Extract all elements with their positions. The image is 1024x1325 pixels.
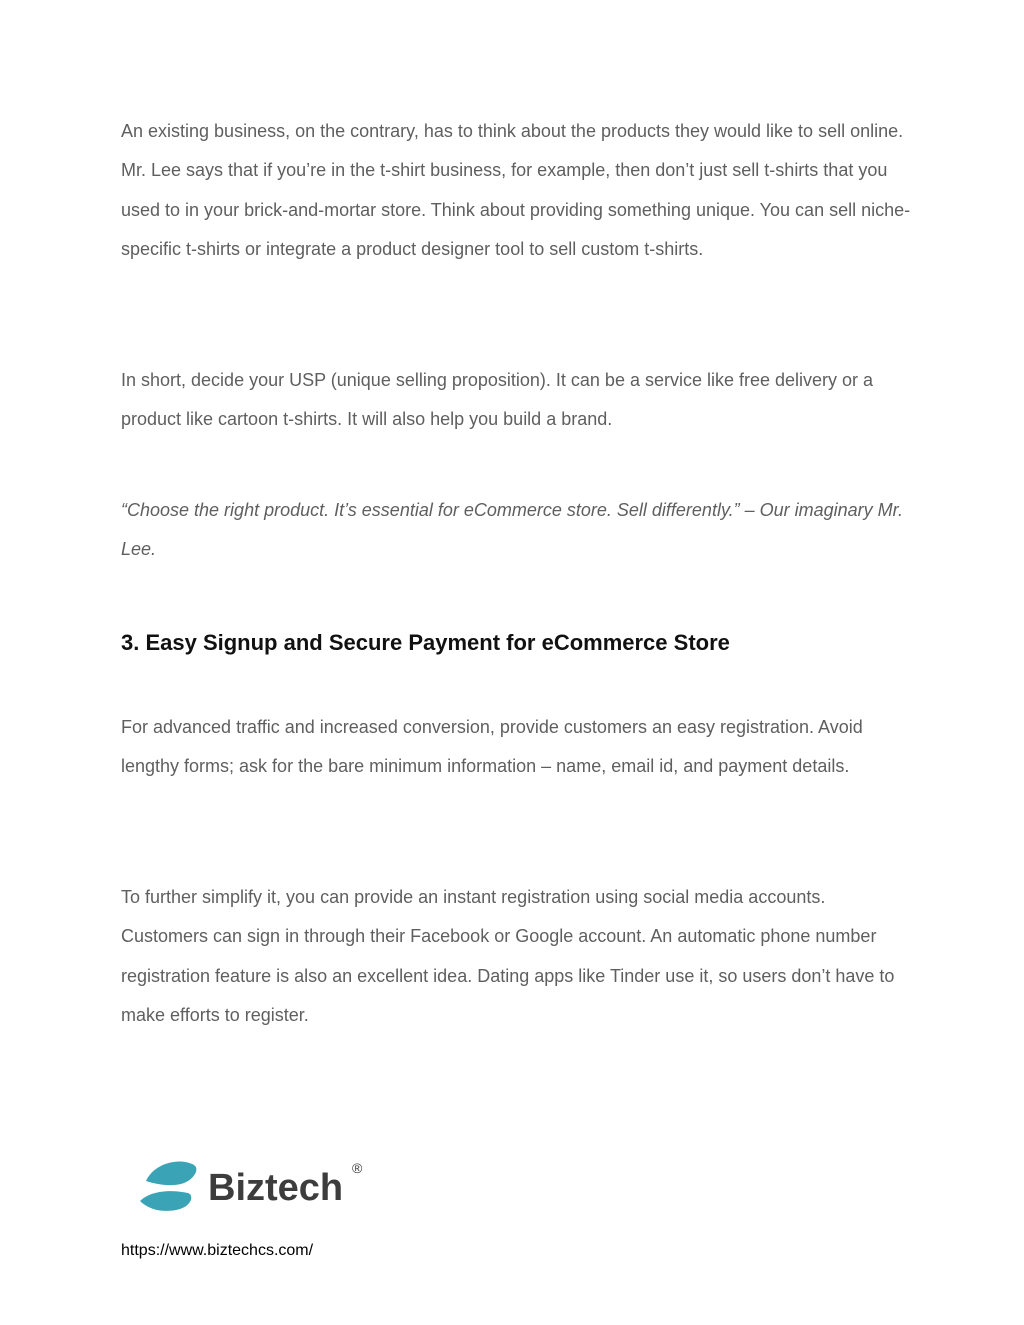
- section-heading: 3. Easy Signup and Secure Payment for eCommerce Store: [121, 630, 730, 655]
- paragraph-usp: In short, decide your USP (unique selling proposition). It can be a service like free delivery or a product like cartoon t-shirts. It will also help you build a brand.: [121, 370, 874, 430]
- footer-url: https://www.biztechcs.com/: [121, 1242, 314, 1259]
- biztech-logo-mark-icon: [140, 1162, 196, 1211]
- paragraph-easy-registration: For advanced traffic and increased conversion, provide customers an easy registration. Avoid lengthy forms; ask for the bare minimum information – name, email id, and payment details.: [121, 717, 863, 777]
- paragraph-social-signin: To further simplify it, you can provide an instant registration using social media accounts. Customers can sign in through their Facebook or Google account. An automatic phone number registration feature is also an excellent idea. Dating apps like Tinder use it, so users don’t have to make efforts to register.: [121, 887, 895, 1025]
- biztech-logo-text: Biztech: [208, 1167, 344, 1209]
- paragraph-existing-business: An existing business, on the contrary, has to think about the products they would like to sell online. Mr. Lee says that if you’re in the t-shirt business, for example, then don’t just sell t-shirts that you used to in your brick-and-mortar store. Think about providing something unique. You can sell niche-specific t-shirts or integrate a product designer tool to sell custom t-shirts.: [121, 121, 911, 259]
- quote-mr-lee: “Choose the right product. It’s essential for eCommerce store. Sell differently.” – Our imaginary Mr. Lee.: [121, 500, 903, 560]
- registered-mark: ®: [352, 1160, 363, 1176]
- biztech-logo: [136, 1155, 376, 1219]
